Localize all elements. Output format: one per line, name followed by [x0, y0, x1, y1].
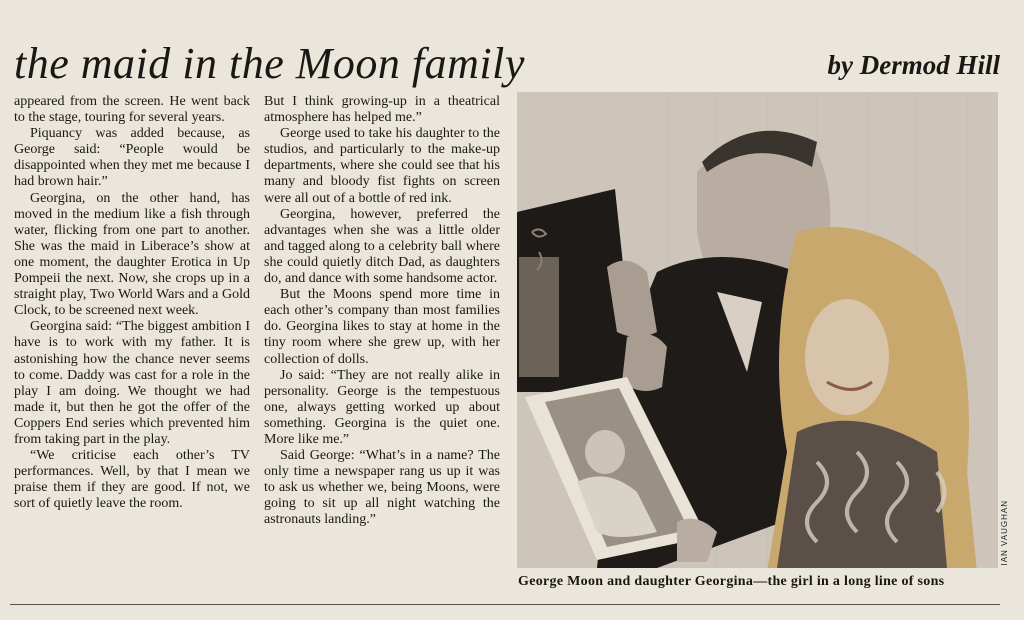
paragraph: Said George: “What’s in a name? The only time a newspaper rang us up it was to ask us whether we, being Moons, were going to sit up all night watching the astronauts landing.”: [264, 448, 500, 528]
headline: the maid in the Moon family: [14, 39, 525, 88]
paragraph: George used to take his daughter to the studios, and particularly to the make-up departments, where she could see that his many and bloody fist fights on screen were all out of a bottle of red ink.: [264, 126, 500, 206]
paragraph: “We criticise each other’s TV performances. Well, by that I mean we praise them if they are good. If not, we sort of quietly leave the room.: [14, 448, 250, 512]
paragraph: Georgina said: “The biggest ambition I have is to work with my father. It is astonishing how the chance never seems to come. Daddy was cast for a role in the play I am doing. We thought we had made it, but then he got the offer of the Coppers End series which prevented him from taking part in the play.: [14, 319, 250, 447]
paragraph: Piquancy was added because, as George said: “People would be disappointed when they met me because I had brown hair.”: [14, 126, 250, 190]
paragraph: But the Moons spend more time in each other’s company than most families do. Georgina likes to stay at home in the tiny room where she grew up, with her collection of dolls.: [264, 287, 500, 367]
paragraph: appeared from the screen. He went back to the stage, touring for several years.: [14, 94, 250, 126]
photo-credit: IAN VAUGHAN: [1000, 500, 1009, 566]
paragraph: Georgina, however, preferred the advantages when she was a little older and tagged along to a celebrity ball where she could quietly ditch Dad, as daughters do, and dance with some handsome actor.: [264, 206, 500, 287]
paragraph: Georgina, on the other hand, has moved in the medium like a fish through water, flicking from one part to another. She was the maid in Liberace’s show at one moment, the daughter Erotica in Up Pompeii the next. Now, she crops up in a straight play, Two World Wars and a Gold Clock, to be screened next week.: [14, 190, 250, 319]
byline: by Dermod Hill: [827, 50, 1000, 80]
article-photo: [517, 92, 998, 568]
photo-caption: George Moon and daughter Georgina—the girl in a long line of sons: [518, 574, 945, 589]
article-column-1: [14, 94, 250, 512]
bottom-rule: [10, 604, 1000, 605]
paragraph: Jo said: “They are not really alike in personality. George is the tempestuous one, always getting worked up about something. Georgina is the quiet one. More like me.”: [264, 367, 500, 447]
photo-illustration: [517, 92, 998, 568]
article-column-2: [264, 94, 500, 529]
paragraph: But I think growing-up in a theatrical atmosphere has helped me.”: [264, 94, 500, 126]
